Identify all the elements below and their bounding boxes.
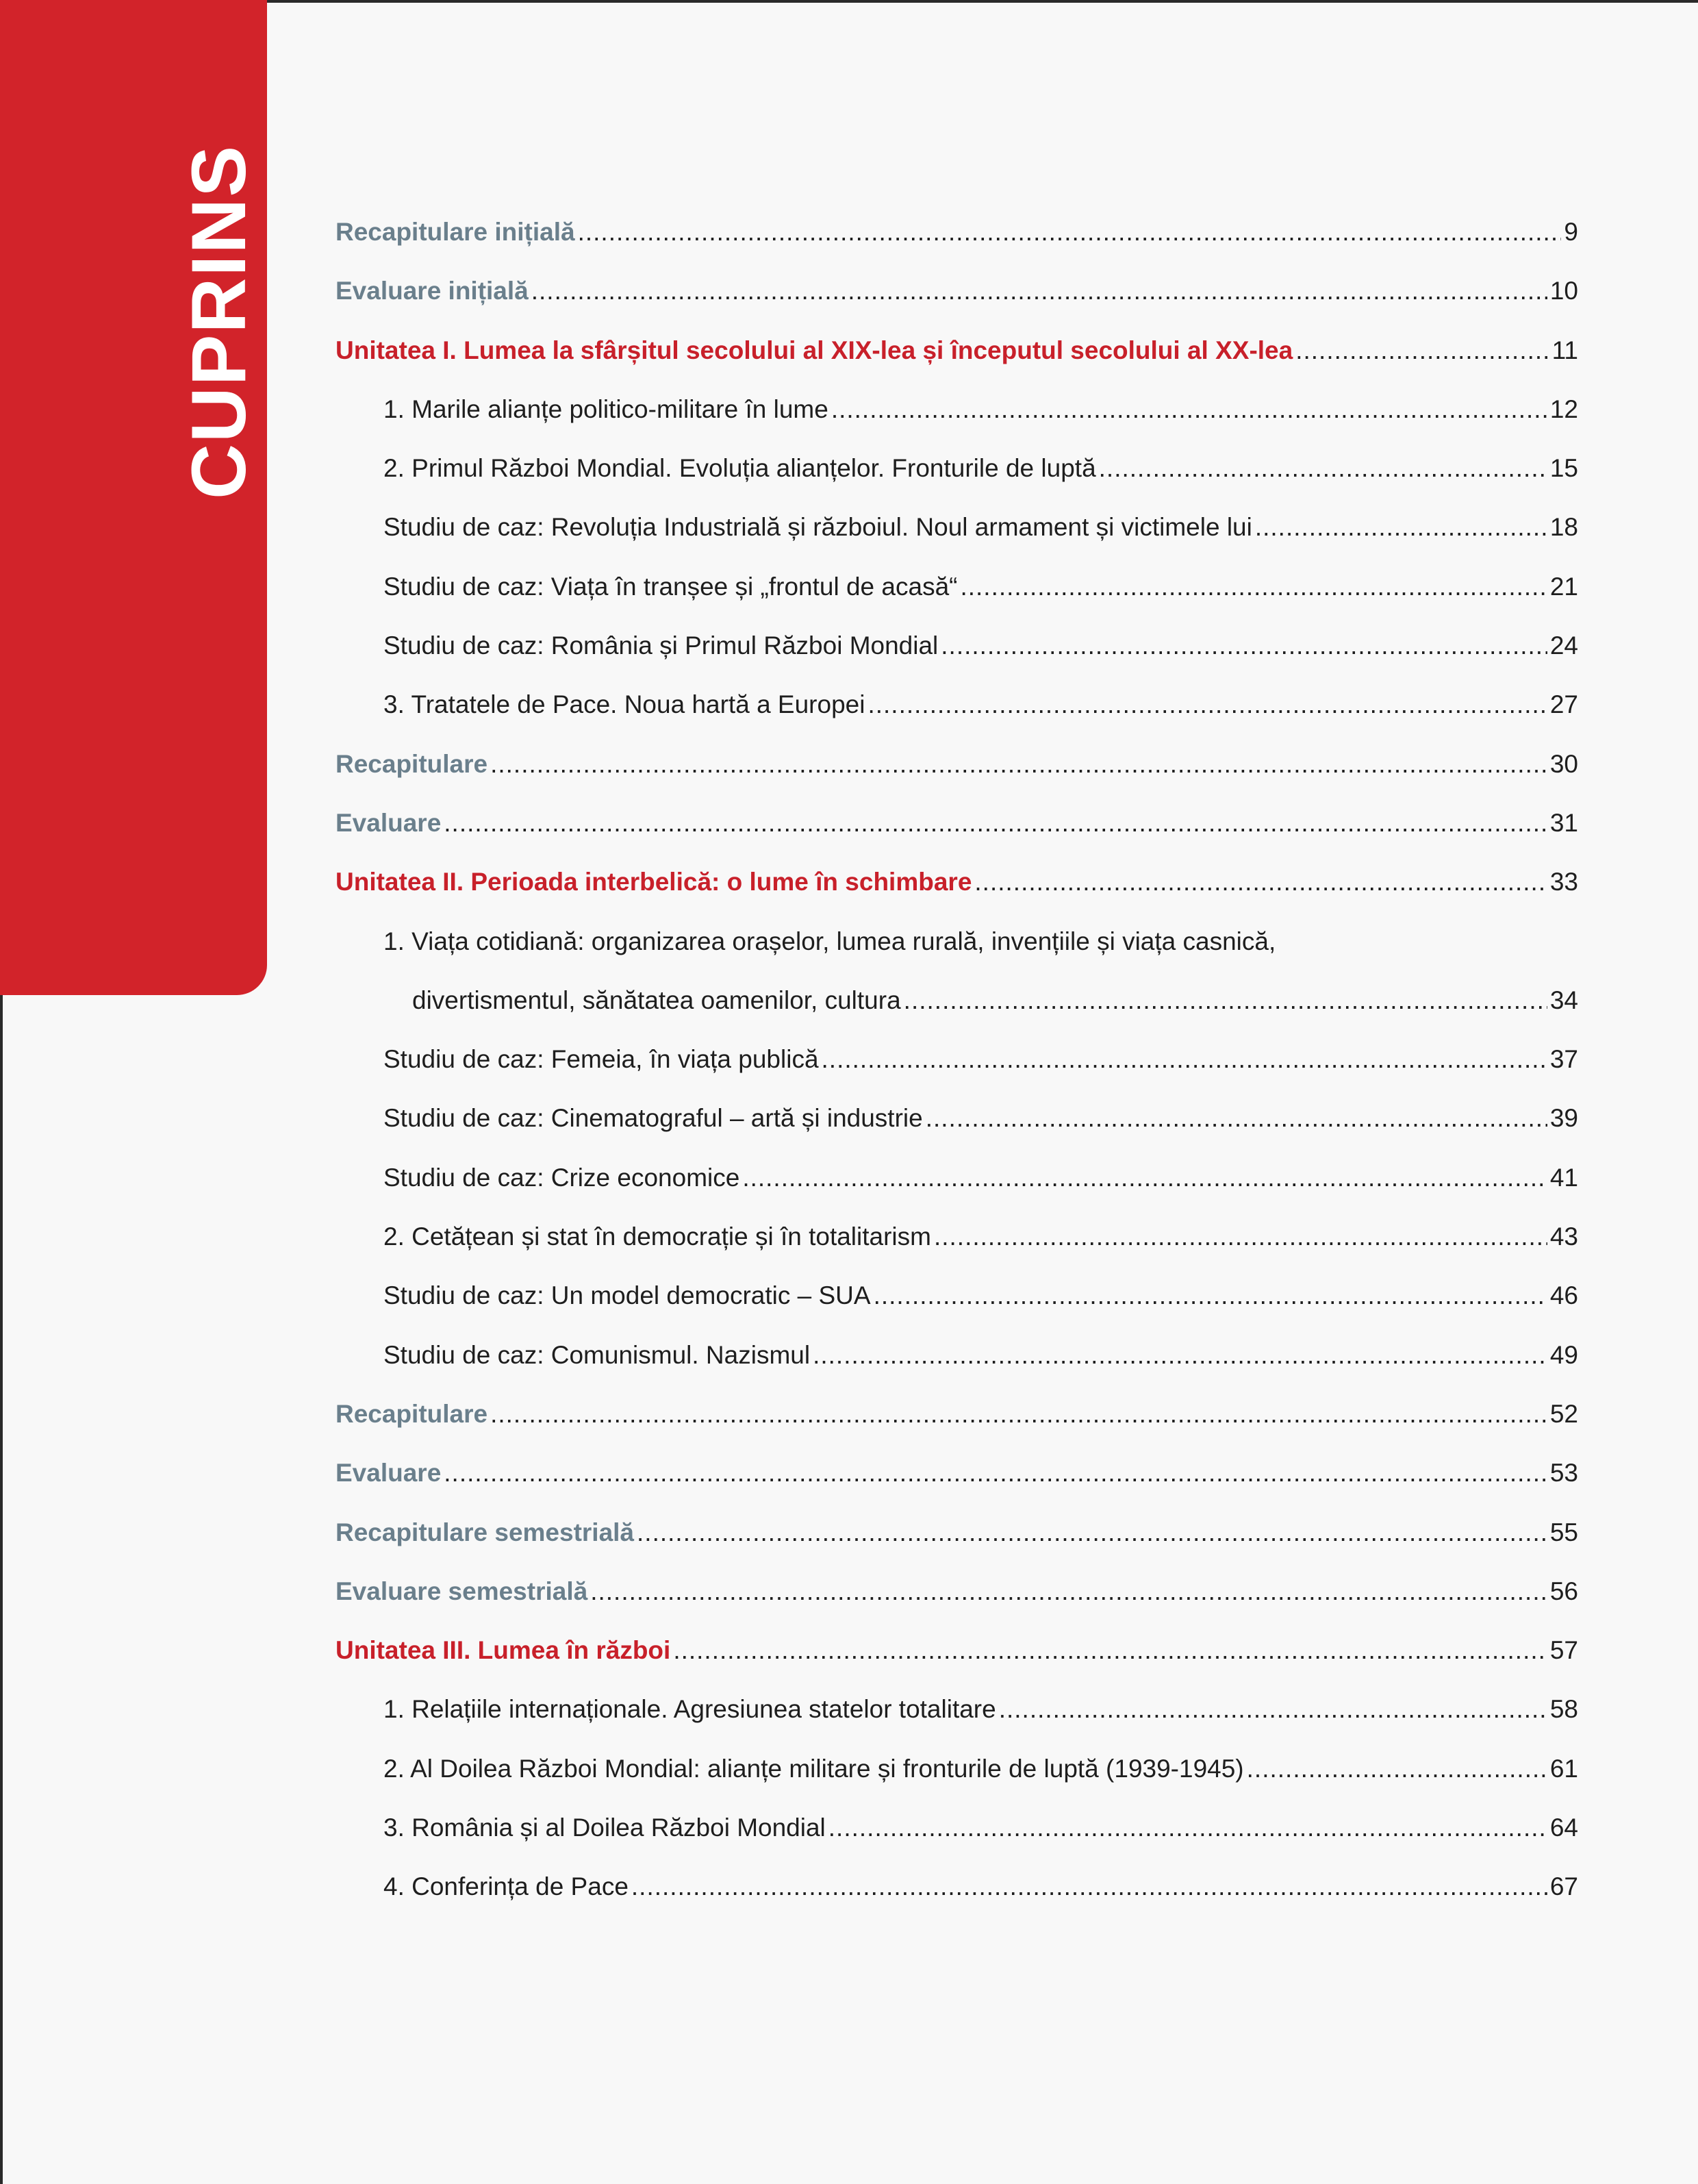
toc-entry[interactable] bbox=[335, 277, 1578, 336]
toc-page-number: 43 bbox=[1549, 1222, 1578, 1251]
toc-page-number: 64 bbox=[1549, 1813, 1578, 1842]
toc-page-number: 49 bbox=[1549, 1340, 1578, 1369]
dot-leader bbox=[1255, 513, 1547, 542]
toc-page-number: 21 bbox=[1549, 572, 1578, 601]
toc-entry[interactable] bbox=[335, 1755, 1578, 1813]
toc-entry[interactable] bbox=[335, 1872, 1578, 1931]
toc-entry-label: Studiu de caz: Comunismul. Nazismul bbox=[383, 1340, 811, 1369]
dot-leader bbox=[867, 690, 1547, 719]
toc-entry-label: 4. Conferința de Pace bbox=[383, 1872, 629, 1901]
dot-leader bbox=[490, 1400, 1547, 1429]
toc-entry[interactable] bbox=[335, 927, 1578, 986]
dot-leader bbox=[637, 1518, 1547, 1547]
toc-entry[interactable] bbox=[335, 1400, 1578, 1459]
toc-entry[interactable] bbox=[335, 631, 1578, 690]
sidebar-tab bbox=[0, 0, 267, 995]
dot-leader bbox=[742, 1164, 1547, 1192]
toc-entry-label: 1. Relațiile internaționale. Agresiunea statelor totalitare bbox=[383, 1695, 996, 1724]
toc-entry-label: Evaluare semestrială bbox=[335, 1577, 588, 1605]
toc-entry-label: 3. România și al Doilea Război Mondial bbox=[383, 1813, 826, 1842]
toc-unit-heading[interactable] bbox=[335, 868, 1578, 927]
dot-leader bbox=[490, 750, 1547, 779]
dot-leader bbox=[631, 1872, 1547, 1901]
toc-entry-label: Studiu de caz: Crize economice bbox=[383, 1163, 740, 1192]
toc-unit-heading[interactable] bbox=[335, 336, 1578, 395]
dot-leader bbox=[1247, 1755, 1547, 1783]
dot-leader bbox=[904, 986, 1547, 1015]
toc-entry[interactable] bbox=[335, 1518, 1578, 1577]
toc-page-number: 15 bbox=[1549, 454, 1578, 483]
toc-page-number: 18 bbox=[1549, 513, 1578, 542]
toc-page-number: 39 bbox=[1549, 1104, 1578, 1133]
dot-leader bbox=[941, 631, 1547, 660]
toc-page-number: 24 bbox=[1549, 631, 1578, 660]
toc-entry[interactable] bbox=[335, 690, 1578, 749]
toc-entry-label: 3. Tratatele de Pace. Noua hartă a Europei bbox=[383, 690, 865, 719]
toc-page-number: 33 bbox=[1549, 868, 1578, 896]
toc-entry-label: Evaluare bbox=[335, 1459, 442, 1488]
toc-page-number: 67 bbox=[1549, 1872, 1578, 1901]
toc-entry[interactable] bbox=[335, 750, 1578, 809]
toc-entry[interactable] bbox=[335, 1045, 1578, 1104]
toc-page-number: 58 bbox=[1549, 1695, 1578, 1724]
toc-entry[interactable] bbox=[335, 809, 1578, 868]
toc-entry-label: Unitatea III. Lumea în război bbox=[335, 1636, 671, 1665]
toc-page-number: 52 bbox=[1549, 1399, 1578, 1428]
toc-entry[interactable] bbox=[335, 1813, 1578, 1872]
toc-entry-label: Recapitulare inițială bbox=[335, 218, 575, 246]
dot-leader bbox=[444, 809, 1547, 838]
toc-entry-label: divertismentul, sănătatea oamenilor, cultura bbox=[412, 986, 901, 1014]
toc-entry-label: Studiu de caz: România și Primul Război Mondial bbox=[383, 631, 939, 660]
toc-page-number: 10 bbox=[1549, 277, 1578, 305]
toc-entry-label: Recapitulare bbox=[335, 749, 488, 778]
toc-page-number: 34 bbox=[1549, 986, 1578, 1014]
dot-leader bbox=[444, 1459, 1547, 1488]
toc-entry-label: Unitatea I. Lumea la sfârșitul secolului al XIX-lea și începutul secolului al XX-lea bbox=[335, 336, 1293, 364]
toc-page-number: 37 bbox=[1549, 1045, 1578, 1074]
toc-unit-heading[interactable] bbox=[335, 1636, 1578, 1695]
toc-entry[interactable] bbox=[335, 1164, 1578, 1222]
toc-page-number: 61 bbox=[1549, 1754, 1578, 1783]
toc-page-number: 11 bbox=[1551, 336, 1578, 364]
dot-leader bbox=[1099, 454, 1547, 483]
dot-leader bbox=[926, 1104, 1547, 1133]
sidebar-title: CUPRINS bbox=[176, 144, 262, 500]
toc-entry-label: Unitatea II. Perioada interbelică: o lume în schimbare bbox=[335, 868, 972, 896]
toc-page-number: 31 bbox=[1549, 808, 1578, 837]
toc-page-number: 56 bbox=[1549, 1577, 1578, 1605]
toc-page-number: 9 bbox=[1564, 218, 1578, 246]
toc-entry[interactable] bbox=[335, 395, 1578, 454]
dot-leader bbox=[590, 1577, 1547, 1606]
dot-leader bbox=[960, 573, 1547, 601]
toc-entry-label: Evaluare inițială bbox=[335, 277, 529, 305]
dot-leader bbox=[578, 218, 1562, 247]
toc-entry[interactable] bbox=[335, 1577, 1578, 1636]
dot-leader bbox=[1295, 336, 1549, 365]
toc-page-number: 53 bbox=[1549, 1459, 1578, 1488]
dot-leader bbox=[673, 1636, 1547, 1665]
toc-entry-label: Studiu de caz: Cinematograful – artă și industrie bbox=[383, 1104, 923, 1133]
toc-entry-label: Studiu de caz: Revoluția Industrială și războiul. Noul armament și victimele lui bbox=[383, 513, 1252, 542]
dot-leader bbox=[531, 277, 1547, 305]
table-of-contents bbox=[335, 218, 1578, 1932]
toc-entry[interactable] bbox=[335, 1281, 1578, 1340]
toc-page-number: 27 bbox=[1549, 690, 1578, 719]
dot-leader bbox=[874, 1281, 1547, 1310]
dot-leader bbox=[828, 1813, 1547, 1842]
toc-page-number: 12 bbox=[1549, 394, 1578, 423]
toc-entry-label: Studiu de caz: Femeia, în viața publică bbox=[383, 1045, 819, 1074]
toc-entry[interactable] bbox=[335, 1695, 1578, 1754]
dot-leader bbox=[974, 868, 1547, 896]
toc-entry-label: Studiu de caz: Un model democratic – SUA bbox=[383, 1281, 871, 1310]
dot-leader bbox=[813, 1341, 1547, 1370]
toc-page-number: 41 bbox=[1549, 1163, 1578, 1192]
toc-page-number: 57 bbox=[1549, 1636, 1578, 1665]
dot-leader bbox=[999, 1695, 1547, 1724]
toc-page-number: 30 bbox=[1549, 749, 1578, 778]
toc-entry[interactable] bbox=[335, 1459, 1578, 1518]
dot-leader bbox=[934, 1222, 1547, 1251]
toc-entry-label: Recapitulare semestrială bbox=[335, 1518, 635, 1546]
toc-entry[interactable] bbox=[335, 573, 1578, 631]
toc-entry-label: Evaluare bbox=[335, 808, 442, 837]
toc-entry[interactable] bbox=[335, 513, 1578, 572]
toc-entry-label: 1. Marile alianțe politico-militare în lume bbox=[383, 394, 828, 423]
toc-entry-label: 2. Primul Război Mondial. Evoluția alianțelor. Fronturile de luptă bbox=[383, 454, 1096, 483]
toc-entry[interactable] bbox=[335, 1104, 1578, 1163]
toc-entry-label: Recapitulare bbox=[335, 1399, 488, 1428]
toc-entry-continuation[interactable] bbox=[335, 986, 1578, 1045]
toc-entry-label: 2. Al Doilea Război Mondial: alianțe militare și fronturile de luptă (1939-1945) bbox=[383, 1754, 1244, 1783]
toc-entry-label: Studiu de caz: Viața în tranșee și „frontul de acasă“ bbox=[383, 572, 958, 601]
toc-entry-label: 1. Viața cotidiană: organizarea orașelor, lumea rurală, invențiile și viața casnică, bbox=[383, 927, 1276, 955]
toc-entry[interactable] bbox=[335, 1222, 1578, 1281]
dot-leader bbox=[831, 395, 1547, 424]
toc-entry[interactable] bbox=[335, 218, 1578, 277]
toc-page-number: 55 bbox=[1549, 1518, 1578, 1546]
toc-page-number: 46 bbox=[1549, 1281, 1578, 1310]
dot-leader bbox=[822, 1045, 1547, 1074]
toc-entry[interactable] bbox=[335, 454, 1578, 513]
toc-entry-label: 2. Cetățean și stat în democrație și în totalitarism bbox=[383, 1222, 931, 1251]
toc-entry[interactable] bbox=[335, 1341, 1578, 1400]
